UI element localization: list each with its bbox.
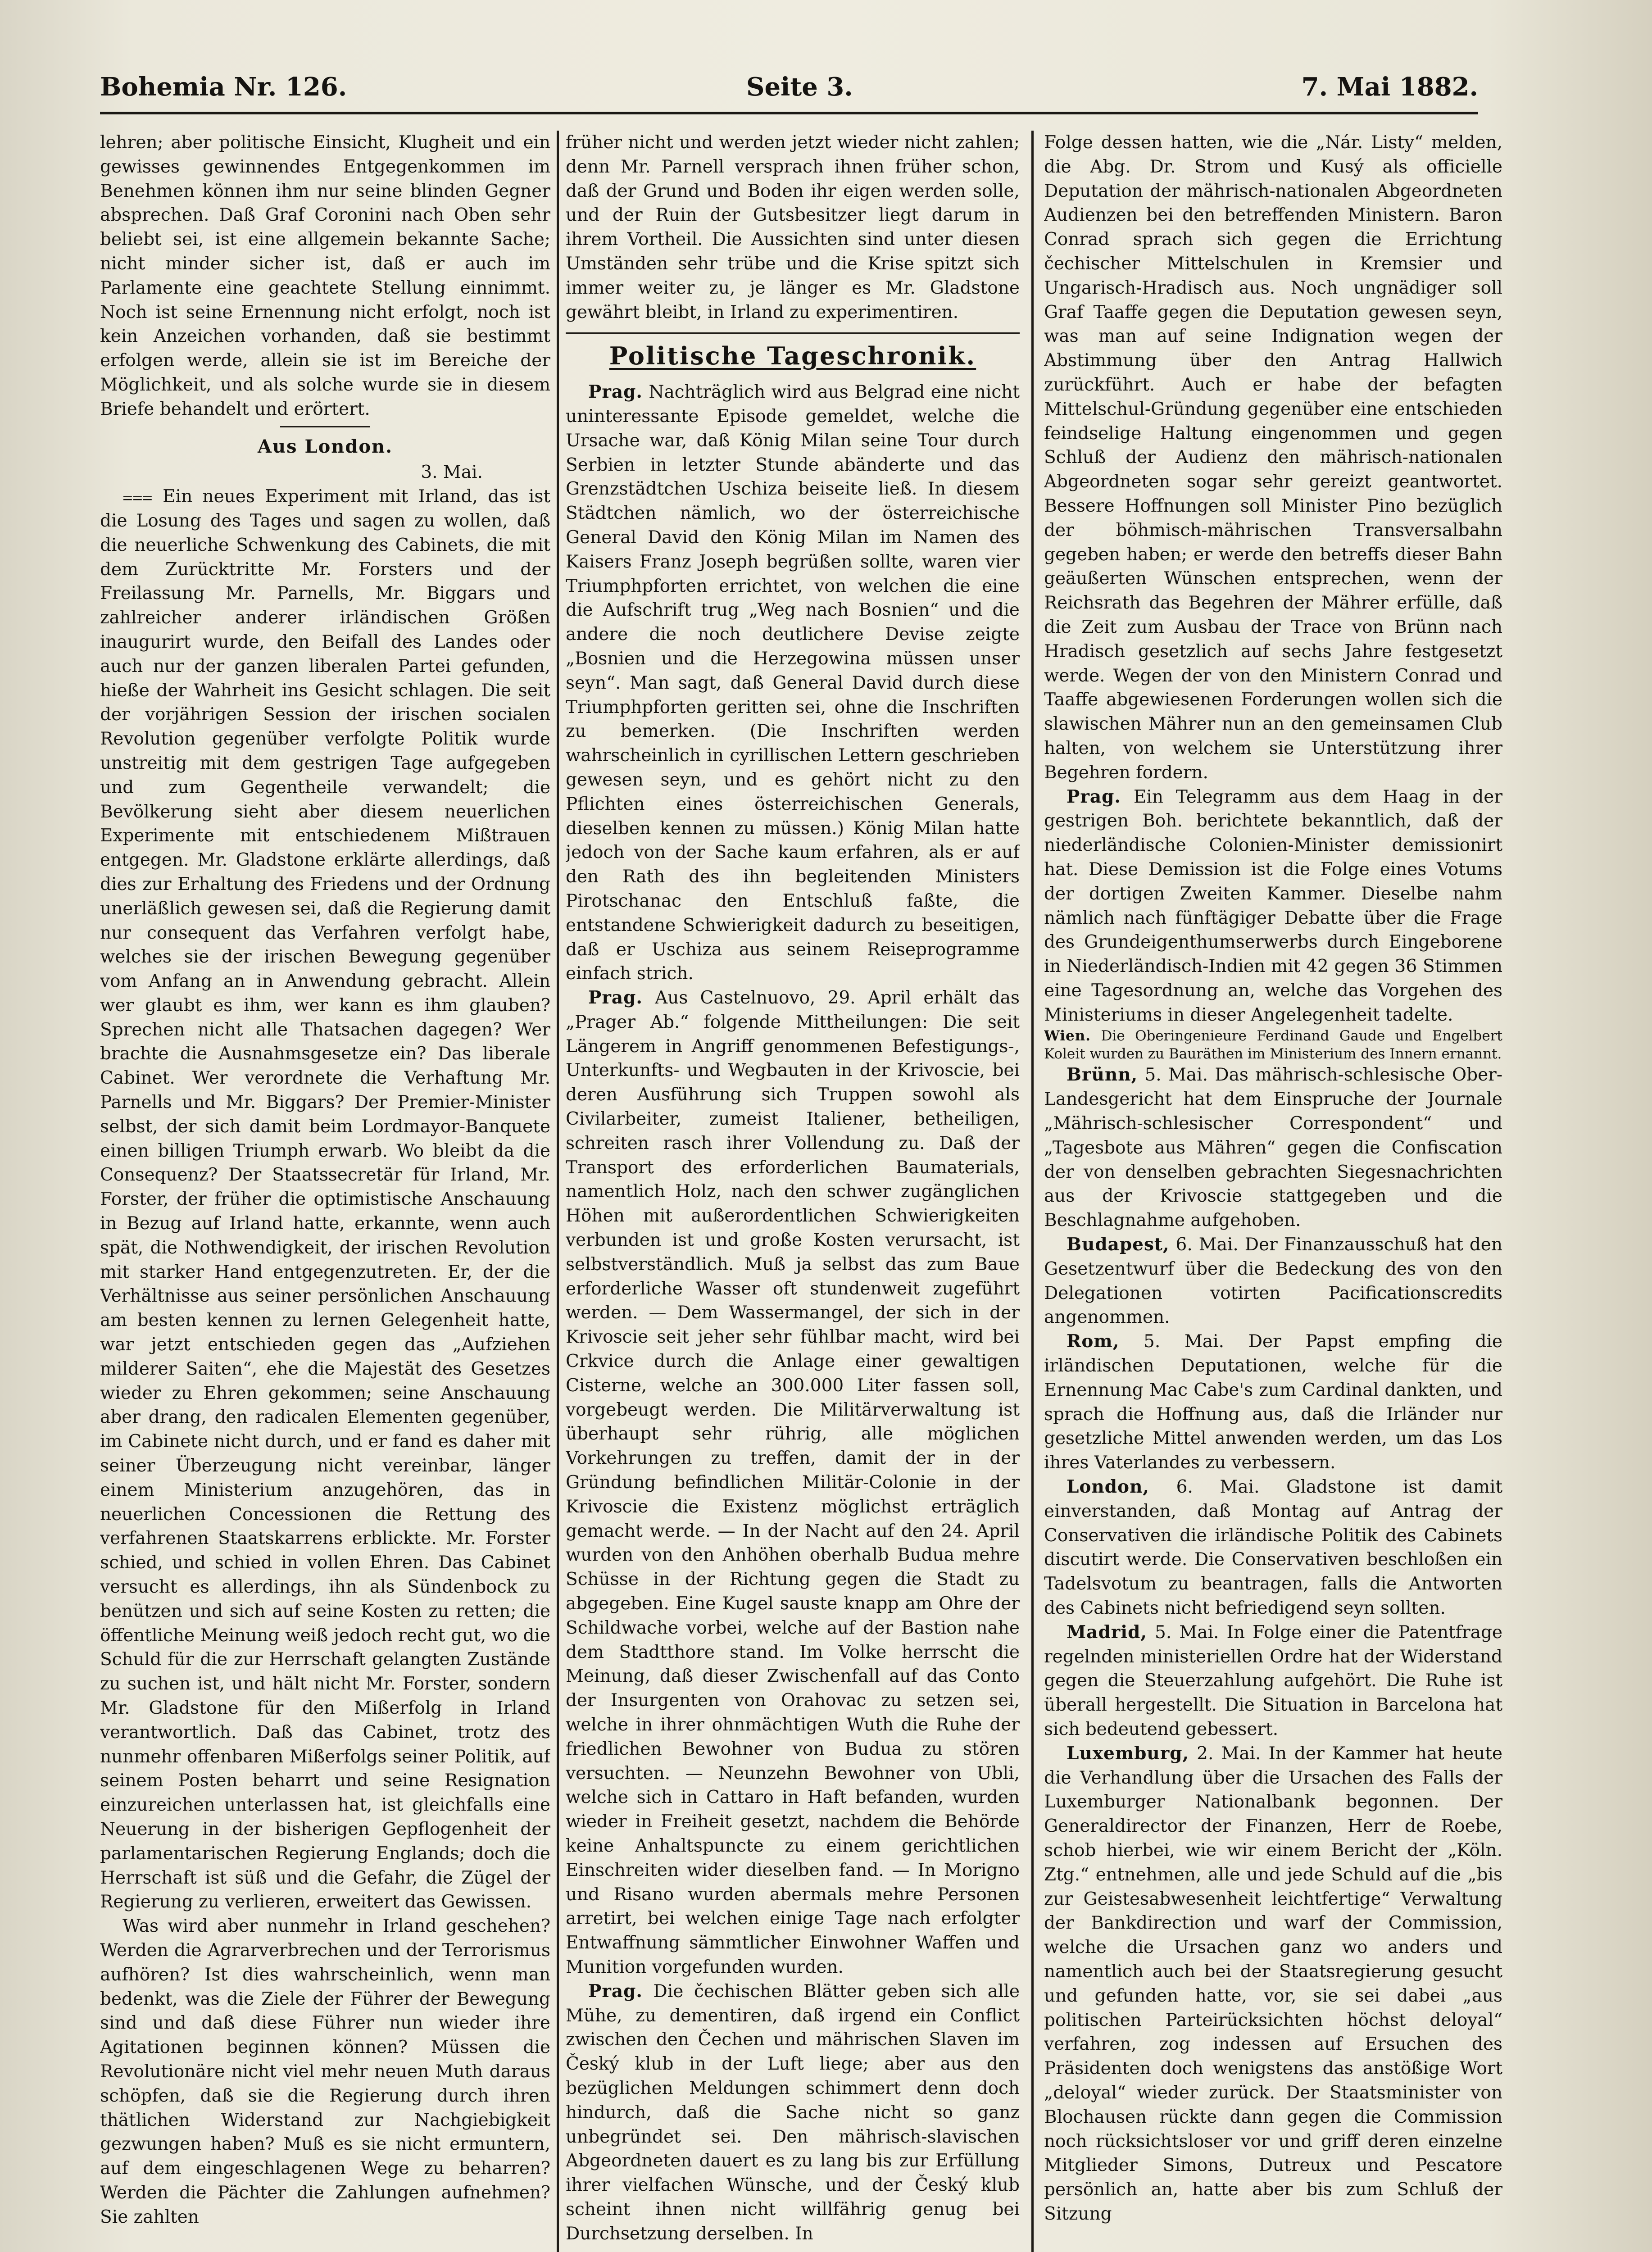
column-rule-1	[557, 131, 559, 2252]
news-item-text: 6. Mai. Der Finanzausschuß hat den Gesetzentwurf über die Bedeckung des von den Delegationen votirten Pacificationscredits angenommen.	[1044, 1235, 1502, 1328]
news-item-text: Die čechischen Blätter geben sich alle Mühe, zu dementiren, daß irgend ein Conflict zwischen den Čechen und mährischen Slaven im Český klub in der Luft liege; aber aus den bezüglichen Meldungen schimmert denn doch hindurch, daß die Sache nicht so ganz unbegründet sei. Den mährisch-slavischen Abgeordneten dauert es zu lang bis zur Erfüllung ihrer vielfachen Wünsche, und der Český klub scheint ihnen nicht willfährig genug bei Durchsetzung derselben. In	[566, 1981, 1020, 2244]
section-title: Politische Tageschronik.	[609, 341, 976, 371]
news-item-location: Prag.	[588, 1980, 643, 2002]
news-item-text: 5. Mai. Das mährisch-schlesische Ober-Landesgericht hat dem Einspruche der Journale „Mährisch-schlesischer Correspondent“ und „Tagesbote aus Mähren“ gegen die Confiscation der von denselben gebrachten Siegesnachrichten aus der Krivoscie stattgegeben und die Beschlagnahme aufgehoben.	[1044, 1065, 1502, 1231]
news-item-location: Prag.	[588, 987, 643, 1008]
separator	[280, 426, 370, 427]
header-date: 7. Mai 1882.	[1301, 72, 1478, 102]
news-item-location: Budapest,	[1067, 1234, 1170, 1255]
news-item-madrid	[1044, 1621, 1502, 1742]
london-dateline: 3. Mai.	[421, 462, 483, 483]
separator	[566, 332, 1020, 334]
news-item-location: Prag.	[588, 381, 643, 403]
news-item-continuation: Folge dessen hatten, wie die „Nár. Listy“ melden, die Abg. Dr. Strom und Kusý als officielle Deputation der mährisch-nationalen Abgeordneten Audienzen bei den betreffenden Ministern. Baron Conrad sprach sich gegen die Errichtung čechischer Mittelschulen in Kremsier und Ungarisch-Hradisch aus. Noch ungnädiger soll Graf Taaffe gegen die Deputation gewesen seyn, was man auf seine Indignation wegen der Abstimmung über den Antrag Hallwich zurückführt. Auch er habe der befagten Mittelschul-Gründung gegenüber eine entschieden feindselige Haltung eingenommen und gegen Schluß der Audienz den mährisch-nationalen Abgeordneten sogar sehr gereizt geantwortet. Bessere Hoffnungen soll Minister Pino bezüglich der böhmisch-mährischen Transversalbahn gegeben haben; er werde den betreffs dieser Bahn geäußerten Wünschen entsprechen, wenn der Reichsrath das Begehren der Mährer erfülle, daß die Zeit zum Ausbau der Trace von Brünn nach Hradisch gesetzlich auf sechs Jahre festgesetzt werde. Wegen der von den Ministern Conrad und Taaffe abgewiesenen Forderungen wollen sich die slawischen Mährer nun an den gemeinsamen Club halten, von welchem sie Unterstützung ihrer Begehren fordern.	[1044, 132, 1502, 783]
column-3	[1044, 131, 1502, 2252]
column-rule-2	[1031, 131, 1034, 2252]
header-page-number: Seite 3.	[746, 72, 853, 102]
news-item-text: 2. Mai. In der Kammer hat heute die Verhandlung über die Ursachen des Falls der Luxemburger Nationalbank begonnen. Der Generaldirector der Finanzen, Herr de Roebe, schob hierbei, wie wir einem Bericht der „Köln. Ztg.“ entnehmen, alle und jede Schuld auf die „bis zur Geistesabwesenheit leichtfertige“ Verwaltung der Bankdirection und warf der Commission, welche die Ursachen ganz wo anders und namentlich auch bei der Staatsregierung gesucht und gefunden hatte, vor, sie sei dabei „aus politischen Parteirücksichten höchst deloyal“ verfahren, zog indessen auf Ersuchen des Präsidenten doch wenigstens das anstößige Wort „deloyal“ wieder zurück. Der Staatsminister von Blochausen rückte dann gegen die Commission noch rücksichtsloser vor und griff deren einzelne Mitglieder Simons, Dutreux und Pescatore persönlich an, hatte aber bis zum Schluß der Sitzung	[1044, 1743, 1502, 2224]
header-rule	[100, 112, 1478, 114]
london-subhead: Aus London.	[257, 436, 393, 457]
news-item-london	[1044, 1475, 1502, 1621]
page-header	[100, 68, 1478, 108]
news-item-text: Nachträglich wird aus Belgrad eine nicht uninteressante Episode gemeldet, welche die Ursache war, daß König Milan seine Tour durch Serbien in letzter Stunde abänderte und das Grenzstädtchen Uschiza beiseite ließ. In diesem Städtchen nämlich, wo der österreichische General David den König Milan im Namen des Kaisers Franz Joseph begrüßen sollte, waren vier Triumphpforten errichtet, von welchen die eine die Aufschrift trug „Weg nach Bosnien“ und die andere die noch deutlichere Devise zeigte „Bosnien und die Herzegowina müssen unser seyn“. Man sagt, daß General David durch diese Triumphpforten geritten sei, ohne die Inschriften zu bemerken. (Die Inschriften werden wahrscheinlich in cyrillischen Lettern geschrieben gewesen seyn, und es gehört nicht zu den Pflichten eines österreichischen Generals, dieselben kennen zu müssen.) König Milan hatte jedoch von der Sache kaum erfahren, als er auf den Rath des ihn begleitenden Ministers Pirotschanac den Entschluß faßte, die entstandene Schwierigkeit dadurch zu beseitigen, daß er Uschiza aus seinem Reiseprogramme einfach strich.	[566, 382, 1020, 984]
news-item-wien	[1044, 1027, 1502, 1063]
news-item-location: Madrid,	[1067, 1621, 1147, 1643]
news-item-text: Ein Telegramm aus dem Haag in der gestrigen Boh. berichtete bekanntlich, daß der niederländische Colonien-Minister demissionirt hat. Diese Demission ist die Folge eines Votums der dortigen Zweiten Kammer. Dieselbe nahm nämlich nach fünftägiger Debatte über die Frage des Grundeigenthumserwerbs durch Eingeborene in Niederländisch-Indien mit 42 gegen 36 Stimmen eine Tagesordnung an, welche das Vorgehen des Ministeriums in dieser Angelegenheit tadelte.	[1044, 786, 1502, 1025]
news-item-prag-2	[566, 986, 1020, 1980]
news-item-text: Aus Castelnuovo, 29. April erhält das „Prager Ab.“ folgende Mittheilungen: Die seit Längerem in Angriff genommenen Befestigungs-, Unterkunfts- und Wegbauten in der Krivoscie, bei deren Ausführung sich Truppen sowohl als Civilarbeiter, zumeist Italiener, betheiligen, schreiten rasch ihrer Vollendung zu. Daß der Transport des erforderlichen Baumaterials, namentlich Holz, nach den schwer zugänglichen Höhen mit außerordentlichen Schwierigkeiten verbunden ist und große Kosten verursacht, ist selbstverständlich. Muß ja selbst das zum Baue erforderliche Wasser oft stundenweit zugeführt werden. — Dem Wassermangel, der sich in der Krivoscie seit jeher sehr fühlbar macht, wird bei Crkvice durch die Anlage einer gewaltigen Cisterne, welche an 300.000 Liter fassen soll, vorgebeugt werden. Die Militärverwaltung ist überhaupt sehr rührig, alle möglichen Vorkehrungen zu treffen, damit der in der Gründung befindlichen Militär-Colonie in der Krivoscie die Existenz möglichst erträglich gemacht werde. — In der Nacht auf den 24. April wurden von den Anhöhen oberhalb Budua mehre Schüsse in der Richtung gegen die Stadt zu abgegeben. Eine Kugel sauste knapp am Ohre der Schildwache vorbei, welche auf der Bastion nahe dem Stadtthore stand. Im Volke herrscht die Meinung, daß dieser Zwischenfall auf das Conto der Insurgenten von Orahovac zu setzen sei, welche in ihrer ohnmächtigen Wuth die Ruhe der friedlichen Bewohner von Budua zu stören versuchten. — Neunzehn Bewohner von Ubli, welche sich in Cattaro in Haft befanden, wurden wieder in Freiheit gesetzt, nachdem die Behörde keine Anhaltspuncte zu einem gerichtlichen Einschreiten wider dieselben fand. — In Morigno und Risano wurden abermals mehre Personen arretirt, bei welchen einige Tage nach erfolgter Entwaffnung sämmtlicher Einwohner Waffen und Munition vorgefunden wurden.	[566, 988, 1020, 1977]
news-item-bruenn	[1044, 1063, 1502, 1233]
news-item-location: Wien.	[1044, 1028, 1091, 1044]
news-item-text: Die Oberingenieure Ferdinand Gaude und Engelbert Koleit wurden zu Bauräthen im Ministerium des Innern ernannt.	[1044, 1028, 1502, 1062]
column-2	[566, 131, 1020, 2252]
news-item-location: Rom,	[1067, 1331, 1120, 1352]
news-item-location: Luxemburg,	[1067, 1743, 1189, 1764]
news-item-prag-haag	[1044, 785, 1502, 1027]
header-issue: Bohemia Nr. 126.	[100, 72, 347, 102]
news-item-prag-3	[566, 1980, 1020, 2246]
news-item-location: Brünn,	[1067, 1064, 1138, 1085]
column-1	[100, 131, 550, 2252]
news-item-prag-1	[566, 380, 1020, 986]
coronini-paragraph: lehren; aber politische Einsicht, Klugheit und ein gewisses gewinnendes Entgegenkommen im Benehmen können ihm nur seine blinden Gegner absprechen. Daß Graf Coronini nach Oben sehr beliebt sei, ist eine allgemein bekannte Sache; nicht minder sicher ist, daß er auch im Parlamente eine geachtete Stellung einnimmt. Noch ist seine Ernennung nicht erfolgt, noch ist kein Anzeichen vorhanden, daß sie bestimmt erfolgen werde, allein sie ist im Bereiche der Möglichkeit, und als solche wurde sie in diesem Briefe behandelt und erörtert.	[100, 132, 550, 419]
news-item-text: 5. Mai. In Folge einer die Patentfrage regelnden ministeriellen Ordre hat der Widerstand gegen die Steuerzahlung aufgehört. Die Ruhe ist überall hergestellt. Die Situation in Barcelona hat sich bedeutend gebessert.	[1044, 1622, 1502, 1739]
london-article-paragraph: ⩶ Ein neues Experiment mit Irland, das ist die Losung des Tages und sagen zu wollen, daß die neuerliche Schwenkung des Cabinets, die mit dem Zurücktritte Mr. Forsters und der Freilassung Mr. Parnells, Mr. Biggars und zahlreicher anderer irländischen Größen inaugurirt wurde, den Beifall des Landes oder auch nur der ganzen liberalen Partei gefunden, hieße der Wahrheit ins Gesicht schlagen. Die seit der vorjährigen Session der irischen socialen Revolution gegenüber verfolgte Politik wurde unstreitig mit dem gestrigen Tage aufgegeben und zum Gegentheile verwandelt; die Bevölkerung sieht aber diesem neuerlichen Experimente mit entschiedenem Mißtrauen entgegen. Mr. Gladstone erklärte allerdings, daß dies zur Erhaltung des Friedens und der Ordnung unerläßlich gewesen sei, daß die Regierung damit nur consequent das Verfahren verfolgt habe, welches sie der irischen Bewegung gegenüber vom Anfang an in Anwendung gebracht. Allein wer glaubt es ihm, wer kann es ihm glauben? Sprechen nicht alle Thatsachen dagegen? Wer brachte die Ausnahmsgesetze ein? Das liberale Cabinet. Wer verordnete die Verhaftung Mr. Parnells und Mr. Biggars? Der Premier-Minister selbst, der sich damit beim Lordmayor-Banquete einen billigen Triumph erwarb. Wo bleibt da die Consequenz? Der Staatssecretär für Irland, Mr. Forster, der früher die optimistische Anschauung in Bezug auf Irland hatte, erkannte, wenn auch spät, die Nothwendigkeit, der irischen Revolution mit starker Hand entgegenzutreten. Er, der die Verhältnisse aus seiner persönlichen Anschauung am besten kennen zu lernen Gelegenheit hatte, war jetzt entschieden gegen das „Aufziehen milderer Saiten“, ehe die Majestät des Gesetzes wieder zu Ehren gekommen; seine Anschauung aber drang, den radicalen Elementen gegenüber, im Cabinete nicht durch, und er fand es daher mit seiner Überzeugung nicht vereinbar, länger einem Ministerium anzugehören, das in neuerlichen Concessionen die Rettung des verfahrenen Staatskarrens erblickte. Mr. Forster schied, und schied in vollen Ehren. Das Cabinet versucht es allerdings, ihn als Sündenbock zu benützen und sich auf seine Kosten zu retten; die öffentliche Meinung weiß jedoch recht gut, wo die Schuld für die zur Herrschaft gelangten Zustände zu suchen ist, und hält nicht Mr. Forster, sondern Mr. Gladstone für den Mißerfolg in Irland verantwortlich. Daß das Cabinet, trotz des nunmehr offenbaren Mißerfolgs seiner Politik, auf seinem Posten beharrt und seine Resignation einzureichen unterlassen hat, ist gleichfalls eine Neuerung in der bisherigen Gepflogenheit der parlamentarischen Regierung Englands; doch die Herrschaft ist süß und die Gefahr, die Zügel der Regierung zu verlieren, erweitert das Gewissen.	[100, 486, 550, 1912]
news-item-luxemburg	[1044, 1742, 1502, 2226]
news-item-rom	[1044, 1330, 1502, 1475]
news-item-location: Prag.	[1067, 786, 1121, 807]
london-article-paragraph-2: Was wird aber nunmehr in Irland geschehen? Werden die Agrarverbrechen und der Terrorismus aufhören? Ist dies wahrscheinlich, wenn man bedenkt, was die Ziele der Führer der Bewegung sind und daß diese Führer nun wieder ihre Agitationen beginnen können? Müssen die Revolutionäre nicht viel mehr neuen Muth daraus schöpfen, daß sie die Regierung durch ihren thätlichen Widerstand zur Nachgiebigkeit gezwungen haben? Muß es sie nicht ermuntern, auf dem eingeschlagenen Wege zu beharren? Werden die Pächter die Zahlungen aufnehmen? Sie zahlten	[100, 1916, 550, 2227]
london-article-continuation: früher nicht und werden jetzt wieder nicht zahlen; denn Mr. Parnell versprach ihnen früher schon, daß der Grund und Boden ihr eigen werden solle, und der Ruin der Gutsbesitzer liegt darum in ihrem Vortheil. Die Aussichten sind unter diesen Umständen sehr trübe und die Krise spitzt sich immer weiter zu, je länger es Mr. Gladstone gewährt bleibt, in Irland zu experimentiren.	[566, 132, 1020, 322]
news-item-text: 6. Mai. Gladstone ist damit einverstanden, daß Montag auf Antrag der Conservativen die irländische Politik des Cabinets discutirt werde. Die Conservativen beschloßen ein Tadelsvotum zu beantragen, falls die Antworten des Cabinets nicht befriedigend seyn sollten.	[1044, 1477, 1502, 1619]
news-item-text: 5. Mai. Der Papst empfing die irländischen Deputationen, welche für die Ernennung Mac Cabe's zum Cardinal dankten, und sprach die Hoffnung aus, daß die Irländer nur gesetzliche Mittel anwenden werden, um das Los ihres Vaterlandes zu verbessern.	[1044, 1331, 1502, 1473]
news-item-location: London,	[1067, 1476, 1150, 1498]
news-item-budapest	[1044, 1233, 1502, 1330]
